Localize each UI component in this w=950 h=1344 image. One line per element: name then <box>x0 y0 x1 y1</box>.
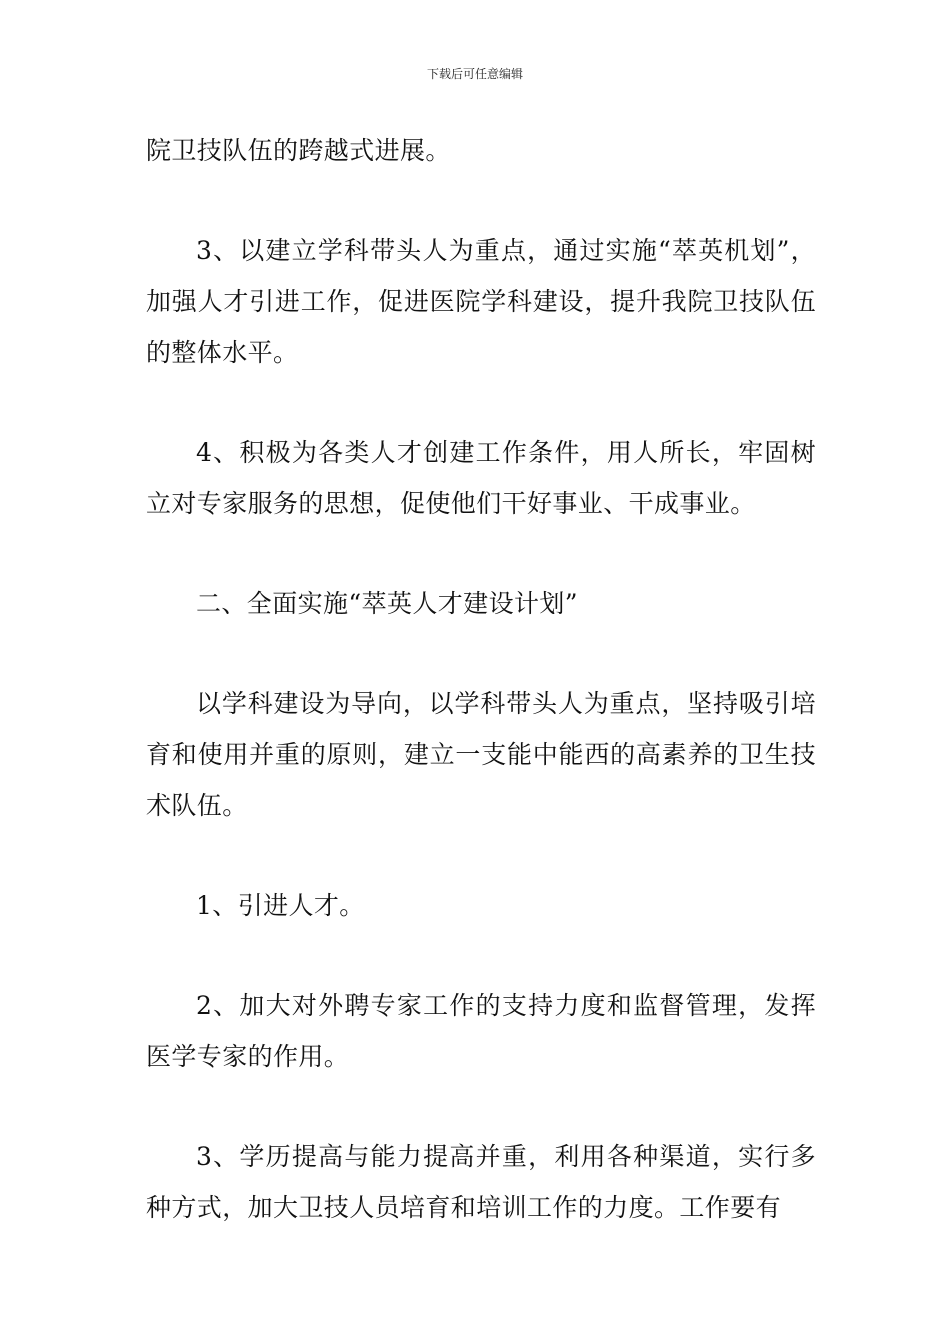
page-header: 下载后可任意编辑 <box>426 67 523 81</box>
paragraph-item-2-external-experts: 2、加大对外聘专家工作的支持力度和监督管理，发挥医学专家的作用。 <box>146 991 816 1071</box>
section-heading-two: 二、全面实施“萃英人才建设计划” <box>196 589 578 618</box>
paragraph-section-intro: 以学科建设为导向，以学科带头人为重点，坚持吸引培育和使用并重的原则，建立一支能中能西的高素养的卫生技术队伍。 <box>146 689 816 820</box>
paragraph-continuation: 院卫技队伍的跨越式进展。 <box>146 136 451 165</box>
paragraph-item-1-introduce-talent: 1、引进人才。 <box>196 891 365 920</box>
paragraph-item-4-work-conditions: 4、积极为各类人才创建工作条件，用人所长，牢固树立对专家服务的思想，促使他们干好事业、干成事业。 <box>146 438 816 518</box>
document-body <box>146 125 816 1233</box>
paragraph-item-3-discipline-leaders: 3、以建立学科带头人为重点，通过实施“萃英机划”，加强人才引进工作，促进医院学科建设，提升我院卫技队伍的整体水平。 <box>146 236 816 367</box>
paragraph-item-3-education-training: 3、学历提高与能力提高并重，利用各种渠道，实行多种方式，加大卫技人员培育和培训工作的力度。工作要有 <box>146 1142 816 1222</box>
